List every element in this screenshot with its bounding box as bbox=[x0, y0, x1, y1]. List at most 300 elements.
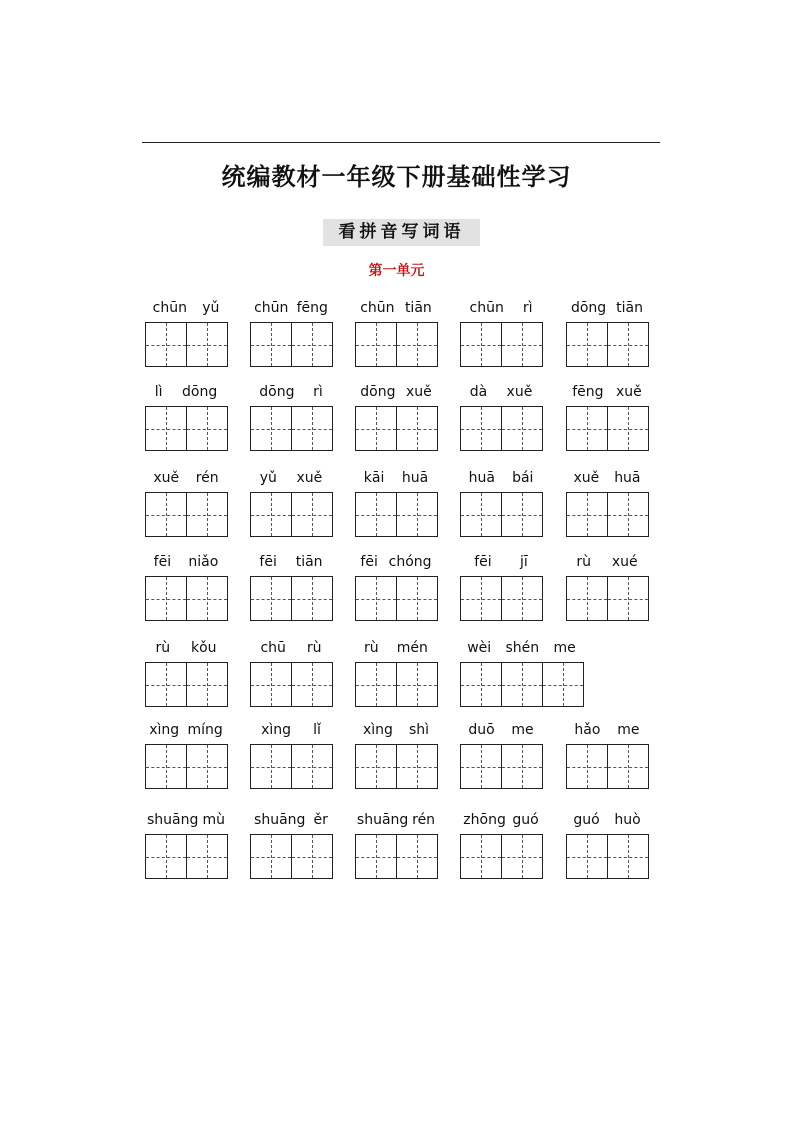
pinyin-row bbox=[355, 719, 437, 741]
guide-line-horizontal bbox=[251, 767, 291, 768]
tianzige-box[interactable] bbox=[355, 406, 397, 451]
guide-line-horizontal bbox=[502, 515, 542, 516]
tianzige-box[interactable] bbox=[502, 834, 543, 879]
tianzige-box[interactable] bbox=[250, 406, 292, 451]
writing-boxes bbox=[355, 576, 438, 620]
pinyin-syllable: fēi bbox=[259, 554, 277, 570]
guide-line-horizontal bbox=[356, 767, 396, 768]
writing-boxes bbox=[145, 744, 228, 788]
tianzige-box[interactable] bbox=[145, 744, 187, 789]
word-item bbox=[355, 809, 437, 881]
pinyin-row bbox=[460, 297, 542, 319]
tianzige-box[interactable] bbox=[543, 662, 584, 707]
pinyin-syllable: xuě bbox=[153, 470, 180, 486]
tianzige-box[interactable] bbox=[250, 744, 292, 789]
tianzige-box[interactable] bbox=[145, 662, 187, 707]
pinyin-syllable: rì bbox=[313, 384, 323, 400]
pinyin-syllable: huò bbox=[614, 812, 641, 828]
pinyin-syllable: rì bbox=[522, 300, 533, 316]
pinyin-syllable: niǎo bbox=[188, 554, 219, 570]
tianzige-box[interactable] bbox=[145, 576, 187, 621]
pinyin-syllable: yǔ bbox=[259, 470, 277, 486]
writing-boxes bbox=[145, 576, 228, 620]
pinyin-syllable: chūn bbox=[469, 300, 504, 316]
guide-line-horizontal bbox=[187, 429, 227, 430]
pinyin-syllable: xìng bbox=[261, 722, 291, 738]
pinyin-row bbox=[145, 637, 227, 659]
tianzige-box[interactable] bbox=[502, 406, 543, 451]
tianzige-box[interactable] bbox=[355, 834, 397, 879]
pinyin-row bbox=[250, 297, 332, 319]
pinyin-row bbox=[145, 719, 227, 741]
tianzige-box[interactable] bbox=[608, 834, 649, 879]
pinyin-row bbox=[250, 637, 332, 659]
guide-line-horizontal bbox=[292, 599, 332, 600]
guide-line-horizontal bbox=[187, 685, 227, 686]
writing-boxes bbox=[355, 492, 438, 536]
tianzige-box[interactable] bbox=[250, 322, 292, 367]
pinyin-syllable: rén bbox=[195, 470, 219, 486]
pinyin-syllable: xuě bbox=[296, 470, 323, 486]
tianzige-box[interactable] bbox=[566, 492, 608, 537]
pinyin-row bbox=[460, 809, 542, 831]
tianzige-box[interactable] bbox=[187, 662, 228, 707]
word-item bbox=[460, 551, 542, 623]
tianzige-box[interactable] bbox=[502, 492, 543, 537]
guide-line-horizontal bbox=[397, 857, 437, 858]
tianzige-box[interactable] bbox=[292, 492, 333, 537]
word-item bbox=[355, 297, 437, 369]
pinyin-row bbox=[460, 381, 542, 403]
tianzige-box[interactable] bbox=[187, 744, 228, 789]
tianzige-box[interactable] bbox=[397, 492, 438, 537]
tianzige-box[interactable] bbox=[397, 406, 438, 451]
guide-line-horizontal bbox=[356, 515, 396, 516]
pinyin-syllable: guó bbox=[512, 812, 539, 828]
tianzige-box[interactable] bbox=[566, 576, 608, 621]
guide-line-horizontal bbox=[356, 599, 396, 600]
pinyin-syllable: ěr bbox=[313, 812, 328, 828]
guide-line-horizontal bbox=[397, 345, 437, 346]
pinyin-row bbox=[460, 719, 542, 741]
pinyin-syllable: mù bbox=[202, 812, 225, 828]
word-item bbox=[250, 809, 332, 881]
tianzige-box[interactable] bbox=[460, 576, 502, 621]
pinyin-syllable: zhōng bbox=[463, 812, 506, 828]
tianzige-box[interactable] bbox=[187, 576, 228, 621]
pinyin-syllable: dōng bbox=[360, 384, 396, 400]
guide-line-horizontal bbox=[251, 345, 291, 346]
word-item bbox=[460, 719, 542, 791]
guide-line-horizontal bbox=[502, 345, 542, 346]
pinyin-syllable: lì bbox=[154, 384, 163, 400]
pinyin-syllable: dōng bbox=[182, 384, 218, 400]
guide-line-horizontal bbox=[608, 429, 648, 430]
writing-boxes bbox=[460, 322, 543, 366]
pinyin-syllable: tiān bbox=[295, 554, 323, 570]
pinyin-syllable: shén bbox=[505, 640, 540, 656]
pinyin-syllable: jī bbox=[520, 554, 528, 570]
writing-boxes bbox=[566, 322, 649, 366]
writing-boxes bbox=[250, 322, 333, 366]
pinyin-row bbox=[460, 637, 583, 659]
tianzige-box[interactable] bbox=[460, 662, 502, 707]
word-item bbox=[250, 381, 332, 453]
guide-line-horizontal bbox=[356, 857, 396, 858]
tianzige-box[interactable] bbox=[502, 662, 543, 707]
pinyin-syllable: xìng bbox=[363, 722, 393, 738]
pinyin-syllable: shuāng bbox=[147, 812, 199, 828]
document-title: 统编教材一年级下册基础性学习 bbox=[221, 163, 572, 191]
guide-line-horizontal bbox=[567, 857, 607, 858]
pinyin-syllable: fēng bbox=[572, 384, 604, 400]
pinyin-syllable: huā bbox=[468, 470, 495, 486]
guide-line-horizontal bbox=[292, 515, 332, 516]
pinyin-row bbox=[250, 467, 332, 489]
word-item bbox=[145, 809, 227, 881]
pinyin-syllable: huā bbox=[401, 470, 429, 486]
word-item bbox=[566, 381, 648, 453]
pinyin-syllable: rù bbox=[576, 554, 592, 570]
guide-line-horizontal bbox=[356, 345, 396, 346]
writing-boxes bbox=[145, 322, 228, 366]
tianzige-box[interactable] bbox=[355, 576, 397, 621]
tianzige-box[interactable] bbox=[566, 322, 608, 367]
tianzige-box[interactable] bbox=[292, 576, 333, 621]
pinyin-syllable: huā bbox=[614, 470, 641, 486]
guide-line-horizontal bbox=[397, 515, 437, 516]
tianzige-box[interactable] bbox=[292, 406, 333, 451]
pinyin-syllable: duō bbox=[468, 722, 495, 738]
tianzige-box[interactable] bbox=[250, 834, 292, 879]
pinyin-row bbox=[355, 467, 437, 489]
tianzige-box[interactable] bbox=[566, 406, 608, 451]
pinyin-syllable: yǔ bbox=[202, 300, 220, 316]
guide-line-horizontal bbox=[292, 857, 332, 858]
pinyin-row bbox=[145, 551, 227, 573]
tianzige-box[interactable] bbox=[145, 834, 187, 879]
pinyin-syllable: me bbox=[511, 722, 534, 738]
word-item bbox=[460, 297, 542, 369]
writing-boxes bbox=[250, 406, 333, 450]
word-item bbox=[145, 297, 227, 369]
guide-line-horizontal bbox=[146, 685, 186, 686]
word-item bbox=[566, 719, 648, 791]
guide-line-horizontal bbox=[397, 767, 437, 768]
guide-line-horizontal bbox=[251, 857, 291, 858]
guide-line-horizontal bbox=[502, 429, 542, 430]
writing-boxes bbox=[566, 406, 649, 450]
guide-line-horizontal bbox=[292, 429, 332, 430]
pinyin-syllable: xìng bbox=[149, 722, 180, 738]
guide-line-horizontal bbox=[567, 515, 607, 516]
pinyin-row bbox=[566, 467, 648, 489]
pinyin-syllable: me bbox=[553, 640, 576, 656]
pinyin-syllable: bái bbox=[512, 470, 534, 486]
tianzige-box[interactable] bbox=[566, 744, 608, 789]
guide-line-horizontal bbox=[146, 429, 186, 430]
word-item bbox=[250, 637, 332, 709]
top-rule bbox=[142, 142, 660, 143]
pinyin-syllable: xuě bbox=[615, 384, 642, 400]
pinyin-syllable: dōng bbox=[259, 384, 295, 400]
word-item bbox=[250, 297, 332, 369]
guide-line-horizontal bbox=[567, 767, 607, 768]
tianzige-box[interactable] bbox=[145, 492, 187, 537]
pinyin-syllable: tiān bbox=[616, 300, 644, 316]
guide-line-horizontal bbox=[461, 599, 501, 600]
guide-line-horizontal bbox=[397, 599, 437, 600]
guide-line-horizontal bbox=[502, 767, 542, 768]
pinyin-row bbox=[250, 551, 332, 573]
guide-line-horizontal bbox=[187, 767, 227, 768]
pinyin-syllable: chū bbox=[260, 640, 286, 656]
writing-boxes bbox=[566, 744, 649, 788]
writing-boxes bbox=[250, 744, 333, 788]
tianzige-box[interactable] bbox=[608, 576, 649, 621]
pinyin-syllable: rù bbox=[364, 640, 379, 656]
pinyin-syllable: dōng bbox=[570, 300, 607, 316]
pinyin-row bbox=[566, 381, 648, 403]
guide-line-horizontal bbox=[187, 515, 227, 516]
pinyin-row bbox=[145, 381, 227, 403]
tianzige-box[interactable] bbox=[292, 662, 333, 707]
tianzige-box[interactable] bbox=[355, 744, 397, 789]
tianzige-box[interactable] bbox=[608, 406, 649, 451]
tianzige-box[interactable] bbox=[187, 834, 228, 879]
guide-line-horizontal bbox=[146, 857, 186, 858]
pinyin-row bbox=[145, 809, 227, 831]
word-item bbox=[145, 719, 227, 791]
word-item bbox=[460, 637, 583, 709]
writing-boxes bbox=[566, 834, 649, 878]
writing-boxes bbox=[460, 834, 543, 878]
tianzige-box[interactable] bbox=[460, 322, 502, 367]
tianzige-box[interactable] bbox=[397, 576, 438, 621]
tianzige-box[interactable] bbox=[187, 322, 228, 367]
guide-line-horizontal bbox=[608, 767, 648, 768]
tianzige-box[interactable] bbox=[355, 492, 397, 537]
tianzige-box[interactable] bbox=[502, 322, 543, 367]
pinyin-syllable: fēi bbox=[474, 554, 492, 570]
pinyin-row bbox=[355, 551, 437, 573]
guide-line-horizontal bbox=[356, 429, 396, 430]
pinyin-row bbox=[355, 381, 437, 403]
tianzige-box[interactable] bbox=[460, 406, 502, 451]
word-item bbox=[566, 297, 648, 369]
word-item bbox=[460, 381, 542, 453]
word-item bbox=[145, 467, 227, 539]
guide-line-horizontal bbox=[567, 429, 607, 430]
pinyin-syllable: dà bbox=[469, 384, 488, 400]
pinyin-syllable: fēi bbox=[360, 554, 378, 570]
tianzige-box[interactable] bbox=[460, 492, 502, 537]
tianzige-box[interactable] bbox=[608, 744, 649, 789]
tianzige-box[interactable] bbox=[250, 662, 292, 707]
guide-line-horizontal bbox=[461, 345, 501, 346]
tianzige-box[interactable] bbox=[292, 834, 333, 879]
guide-line-horizontal bbox=[397, 685, 437, 686]
word-item bbox=[566, 467, 648, 539]
guide-line-horizontal bbox=[608, 345, 648, 346]
pinyin-syllable: shuāng bbox=[356, 812, 409, 828]
word-item bbox=[145, 551, 227, 623]
pinyin-syllable: chūn bbox=[254, 300, 289, 316]
pinyin-row bbox=[250, 381, 332, 403]
tianzige-box[interactable] bbox=[397, 662, 438, 707]
pinyin-syllable: chóng bbox=[388, 554, 432, 570]
guide-line-horizontal bbox=[461, 515, 501, 516]
pinyin-row bbox=[460, 467, 542, 489]
pinyin-row bbox=[250, 719, 332, 741]
guide-line-horizontal bbox=[461, 857, 501, 858]
word-item bbox=[355, 637, 437, 709]
word-item bbox=[460, 809, 542, 881]
pinyin-syllable: chūn bbox=[152, 300, 187, 316]
word-item bbox=[566, 809, 648, 881]
writing-boxes bbox=[145, 834, 228, 878]
guide-line-horizontal bbox=[502, 685, 542, 686]
pinyin-syllable: lǐ bbox=[313, 722, 321, 738]
writing-boxes bbox=[250, 834, 333, 878]
tianzige-box[interactable] bbox=[292, 322, 333, 367]
tianzige-box[interactable] bbox=[502, 744, 543, 789]
pinyin-syllable: shì bbox=[408, 722, 429, 738]
writing-boxes bbox=[145, 492, 228, 536]
tianzige-box[interactable] bbox=[608, 492, 649, 537]
guide-line-horizontal bbox=[187, 345, 227, 346]
guide-line-horizontal bbox=[251, 685, 291, 686]
pinyin-syllable: rén bbox=[412, 812, 436, 828]
writing-boxes bbox=[566, 576, 649, 620]
word-item bbox=[355, 381, 437, 453]
writing-boxes bbox=[460, 492, 543, 536]
word-item bbox=[145, 381, 227, 453]
tianzige-box[interactable] bbox=[397, 322, 438, 367]
tianzige-box[interactable] bbox=[187, 492, 228, 537]
word-item bbox=[250, 467, 332, 539]
writing-boxes bbox=[145, 406, 228, 450]
guide-line-horizontal bbox=[146, 515, 186, 516]
writing-boxes bbox=[250, 662, 333, 706]
tianzige-box[interactable] bbox=[250, 576, 292, 621]
tianzige-box[interactable] bbox=[355, 662, 397, 707]
guide-line-horizontal bbox=[292, 345, 332, 346]
pinyin-row bbox=[145, 297, 227, 319]
pinyin-row bbox=[566, 719, 648, 741]
guide-line-horizontal bbox=[251, 515, 291, 516]
pinyin-syllable: tiān bbox=[404, 300, 432, 316]
writing-boxes bbox=[355, 406, 438, 450]
guide-line-horizontal bbox=[543, 685, 583, 686]
pinyin-syllable: shuāng bbox=[254, 812, 306, 828]
writing-boxes bbox=[460, 406, 543, 450]
tianzige-box[interactable] bbox=[608, 322, 649, 367]
unit-title: 第一单元 bbox=[368, 263, 425, 279]
pinyin-syllable: mén bbox=[396, 640, 428, 656]
writing-boxes bbox=[355, 322, 438, 366]
tianzige-box[interactable] bbox=[145, 322, 187, 367]
writing-boxes bbox=[460, 576, 543, 620]
writing-boxes bbox=[355, 662, 438, 706]
pinyin-syllable: xuě bbox=[405, 384, 432, 400]
guide-line-horizontal bbox=[608, 857, 648, 858]
pinyin-row bbox=[566, 551, 648, 573]
pinyin-row bbox=[460, 551, 542, 573]
word-item bbox=[250, 719, 332, 791]
writing-boxes bbox=[250, 492, 333, 536]
tianzige-box[interactable] bbox=[355, 322, 397, 367]
guide-line-horizontal bbox=[608, 599, 648, 600]
writing-boxes bbox=[460, 662, 584, 706]
guide-line-horizontal bbox=[608, 515, 648, 516]
pinyin-syllable: guó bbox=[573, 812, 600, 828]
tianzige-box[interactable] bbox=[566, 834, 608, 879]
word-item bbox=[145, 637, 227, 709]
pinyin-syllable: rù bbox=[306, 640, 322, 656]
pinyin-row bbox=[566, 809, 648, 831]
guide-line-horizontal bbox=[251, 429, 291, 430]
guide-line-horizontal bbox=[292, 685, 332, 686]
word-item bbox=[355, 551, 437, 623]
guide-line-horizontal bbox=[567, 345, 607, 346]
pinyin-row bbox=[355, 809, 437, 831]
pinyin-syllable: kǒu bbox=[191, 640, 217, 656]
word-item bbox=[355, 467, 437, 539]
word-item bbox=[355, 719, 437, 791]
guide-line-horizontal bbox=[146, 767, 186, 768]
guide-line-horizontal bbox=[187, 857, 227, 858]
tianzige-box[interactable] bbox=[187, 406, 228, 451]
guide-line-horizontal bbox=[461, 429, 501, 430]
writing-boxes bbox=[355, 834, 438, 878]
tianzige-box[interactable] bbox=[460, 744, 502, 789]
writing-boxes bbox=[355, 744, 438, 788]
tianzige-box[interactable] bbox=[397, 744, 438, 789]
pinyin-syllable: xuě bbox=[506, 384, 533, 400]
pinyin-syllable: xuě bbox=[573, 470, 600, 486]
guide-line-horizontal bbox=[187, 599, 227, 600]
guide-line-horizontal bbox=[461, 685, 501, 686]
writing-boxes bbox=[566, 492, 649, 536]
guide-line-horizontal bbox=[397, 429, 437, 430]
tianzige-box[interactable] bbox=[397, 834, 438, 879]
pinyin-syllable: xué bbox=[611, 554, 638, 570]
guide-line-horizontal bbox=[461, 767, 501, 768]
guide-line-horizontal bbox=[292, 767, 332, 768]
word-item bbox=[460, 467, 542, 539]
guide-line-horizontal bbox=[146, 599, 186, 600]
section-banner: 看拼音写词语 bbox=[323, 219, 480, 246]
tianzige-box[interactable] bbox=[292, 744, 333, 789]
guide-line-horizontal bbox=[356, 685, 396, 686]
pinyin-syllable: wèi bbox=[467, 640, 492, 656]
pinyin-row bbox=[355, 297, 437, 319]
tianzige-box[interactable] bbox=[460, 834, 502, 879]
pinyin-syllable: kāi bbox=[363, 470, 385, 486]
tianzige-box[interactable] bbox=[250, 492, 292, 537]
writing-boxes bbox=[460, 744, 543, 788]
pinyin-syllable: fēng bbox=[296, 300, 328, 316]
pinyin-row bbox=[145, 467, 227, 489]
writing-boxes bbox=[250, 576, 333, 620]
tianzige-box[interactable] bbox=[502, 576, 543, 621]
tianzige-box[interactable] bbox=[145, 406, 187, 451]
guide-line-horizontal bbox=[502, 857, 542, 858]
pinyin-syllable: fēi bbox=[153, 554, 172, 570]
pinyin-syllable: me bbox=[617, 722, 640, 738]
pinyin-row bbox=[355, 637, 437, 659]
